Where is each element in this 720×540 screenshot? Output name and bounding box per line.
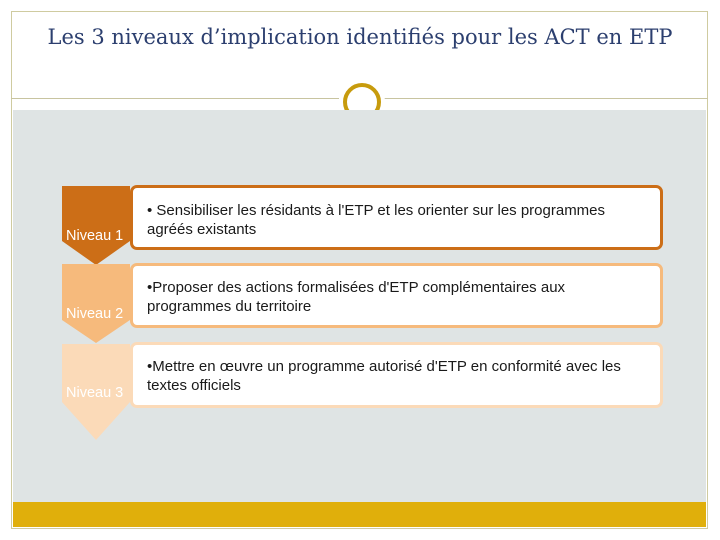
level-1-description-box	[130, 185, 663, 250]
chevron-level-1	[62, 186, 130, 265]
level-1-label: Niveau 1	[66, 228, 124, 244]
level-3-label: Niveau 3	[66, 385, 124, 401]
level-3-description-box	[130, 342, 663, 408]
level-2-description: •Proposer des actions formalisées d'ETP complémentaires aux programmes du territoire	[147, 279, 566, 315]
slide-title: Les 3 niveaux d’implication identifiés pour les ACT en ETP	[47, 25, 673, 49]
level-2-label: Niveau 2	[66, 306, 124, 322]
level-1-description: • Sensibiliser les résidants à l'ETP et les orienter sur les programmes agréés existants	[147, 202, 606, 238]
level-2-description-box	[130, 263, 663, 328]
chevron-level-2	[62, 264, 130, 343]
level-3-description: •Mettre en œuvre un programme autorisé d'ETP en conformité avec les textes officiels	[147, 358, 621, 394]
